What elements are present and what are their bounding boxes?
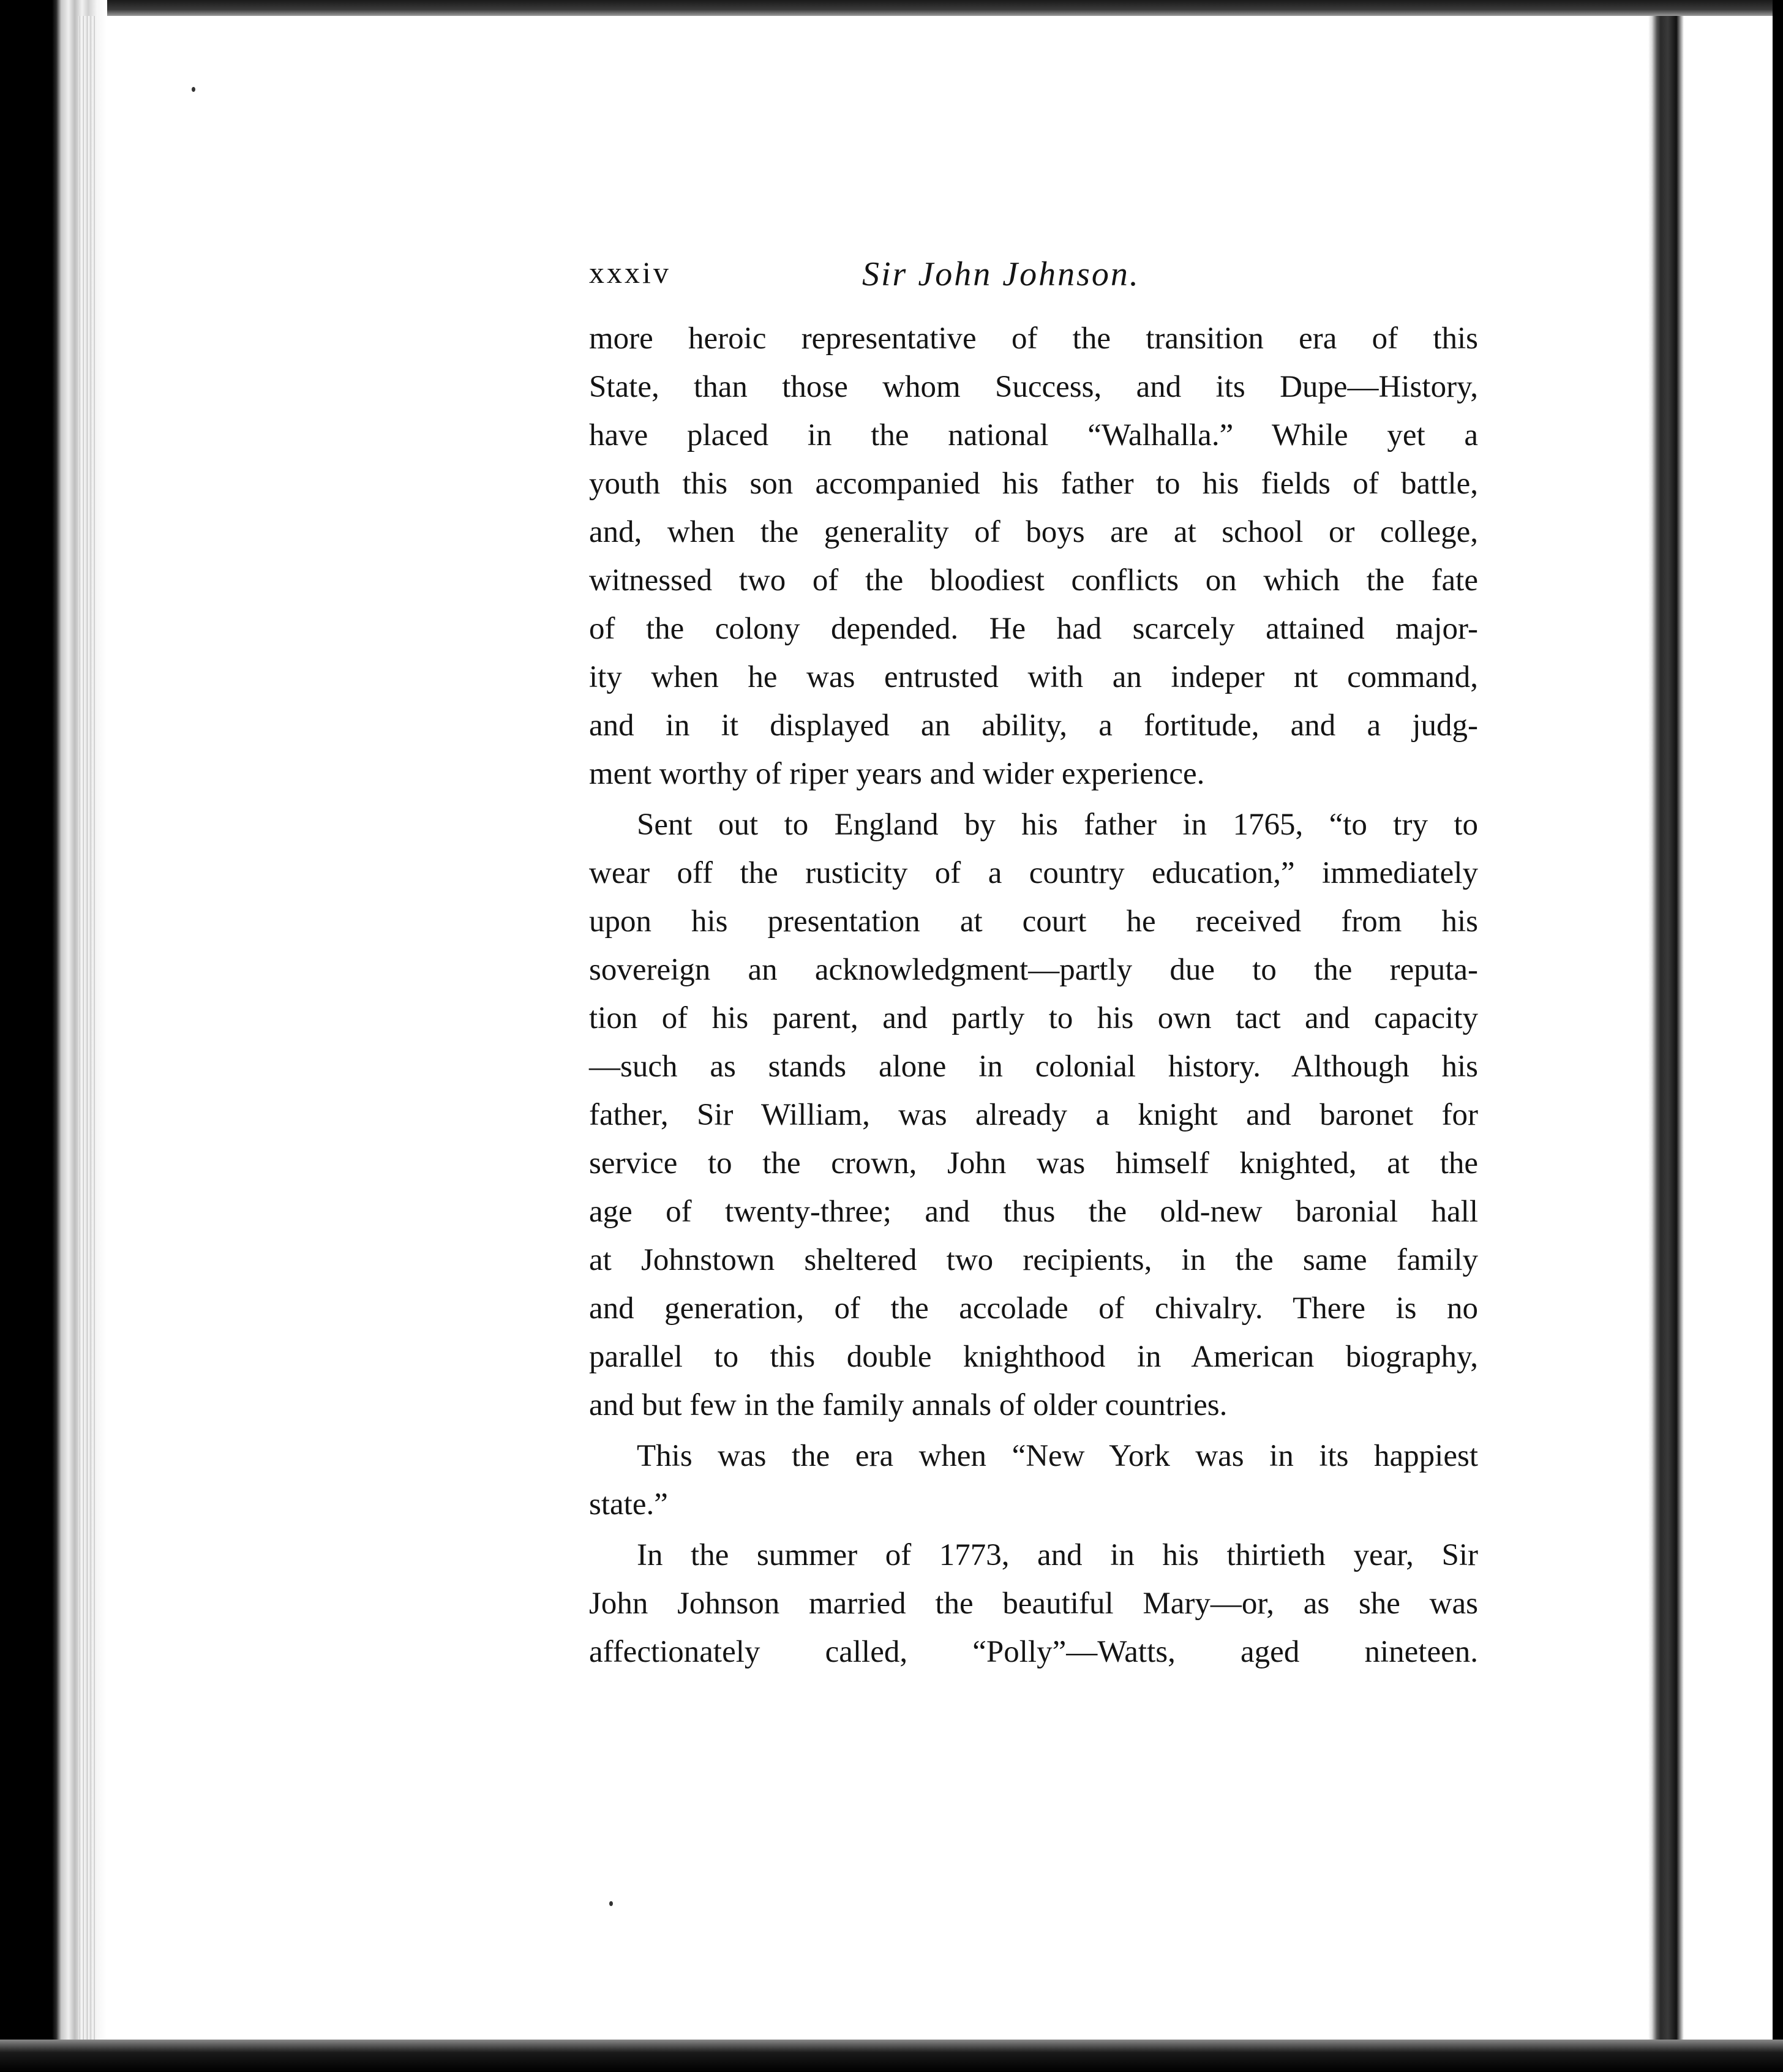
page-header bbox=[589, 255, 1478, 298]
text-line: In the summer of 1773, and in his thirtieth year, Sir bbox=[637, 1538, 1478, 1572]
text-line: John Johnson married the beautiful Mary—or, as she was bbox=[589, 1586, 1478, 1621]
paragraph bbox=[589, 1432, 1478, 1529]
text-line: State, than those whom Success, and its Dupe—History, bbox=[589, 370, 1478, 404]
body-text bbox=[589, 315, 1478, 1676]
paragraph bbox=[589, 315, 1478, 798]
text-line: and in it displayed an ability, a fortitude, and a judg- bbox=[589, 708, 1478, 743]
text-line: ment worthy of riper years and wider experience. bbox=[589, 757, 1205, 791]
speck bbox=[192, 87, 195, 92]
text-line: state.” bbox=[589, 1487, 668, 1522]
page-stack-edges bbox=[78, 16, 97, 2040]
text-line: and generation, of the accolade of chivalry. There is no bbox=[589, 1291, 1478, 1326]
text-line: father, Sir William, was already a knight and baronet for bbox=[589, 1098, 1478, 1132]
text-line: —such as stands alone in colonial history. Although his bbox=[589, 1049, 1478, 1084]
text-line: Sent out to England by his father in 1765, “to try to bbox=[637, 808, 1478, 842]
text-line: tion of his parent, and partly to his own tact and capacity bbox=[589, 1001, 1478, 1035]
text-line: parallel to this double knighthood in American biography, bbox=[589, 1340, 1478, 1374]
paragraph bbox=[589, 1531, 1478, 1676]
text-line: wear off the rusticity of a country education,” immediately bbox=[589, 856, 1478, 890]
text-line: ity when he was entrusted with an indeper nt command, bbox=[589, 660, 1478, 694]
scan-border-top bbox=[55, 0, 1783, 16]
page-number: xxxiv bbox=[589, 255, 671, 290]
text-line: of the colony depended. He had scarcely attained major- bbox=[589, 612, 1478, 646]
text-line: witnessed two of the bloodiest conflicts on which the fate bbox=[589, 563, 1478, 598]
text-line: and but few in the family annals of older countries. bbox=[589, 1388, 1228, 1422]
text-line: age of twenty-three; and thus the old-new baronial hall bbox=[589, 1195, 1478, 1229]
speck bbox=[609, 1901, 613, 1906]
text-line: sovereign an acknowledgment—partly due to the reputa- bbox=[589, 953, 1478, 987]
text-line: upon his presentation at court he received from his bbox=[589, 904, 1478, 939]
book-gutter-right bbox=[1648, 16, 1690, 2040]
text-line: affectionately called, “Polly”—Watts, aged nineteen. bbox=[589, 1635, 1478, 1669]
running-title: Sir John Johnson. bbox=[862, 255, 1140, 293]
text-line: service to the crown, John was himself knighted, at the bbox=[589, 1146, 1478, 1181]
text-line: This was the era when “New York was in its happiest bbox=[637, 1439, 1478, 1473]
paragraph bbox=[589, 801, 1478, 1430]
text-line: more heroic representative of the transition era of this bbox=[589, 321, 1478, 356]
text-line: and, when the generality of boys are at school or college, bbox=[589, 515, 1478, 549]
scan-border-right bbox=[1773, 0, 1783, 2072]
text-line: have placed in the national “Walhalla.” While yet a bbox=[589, 418, 1478, 452]
scan-border-bottom bbox=[0, 2040, 1783, 2072]
text-line: at Johnstown sheltered two recipients, in the same family bbox=[589, 1243, 1478, 1277]
text-line: youth this son accompanied his father to his fields of battle, bbox=[589, 467, 1478, 501]
